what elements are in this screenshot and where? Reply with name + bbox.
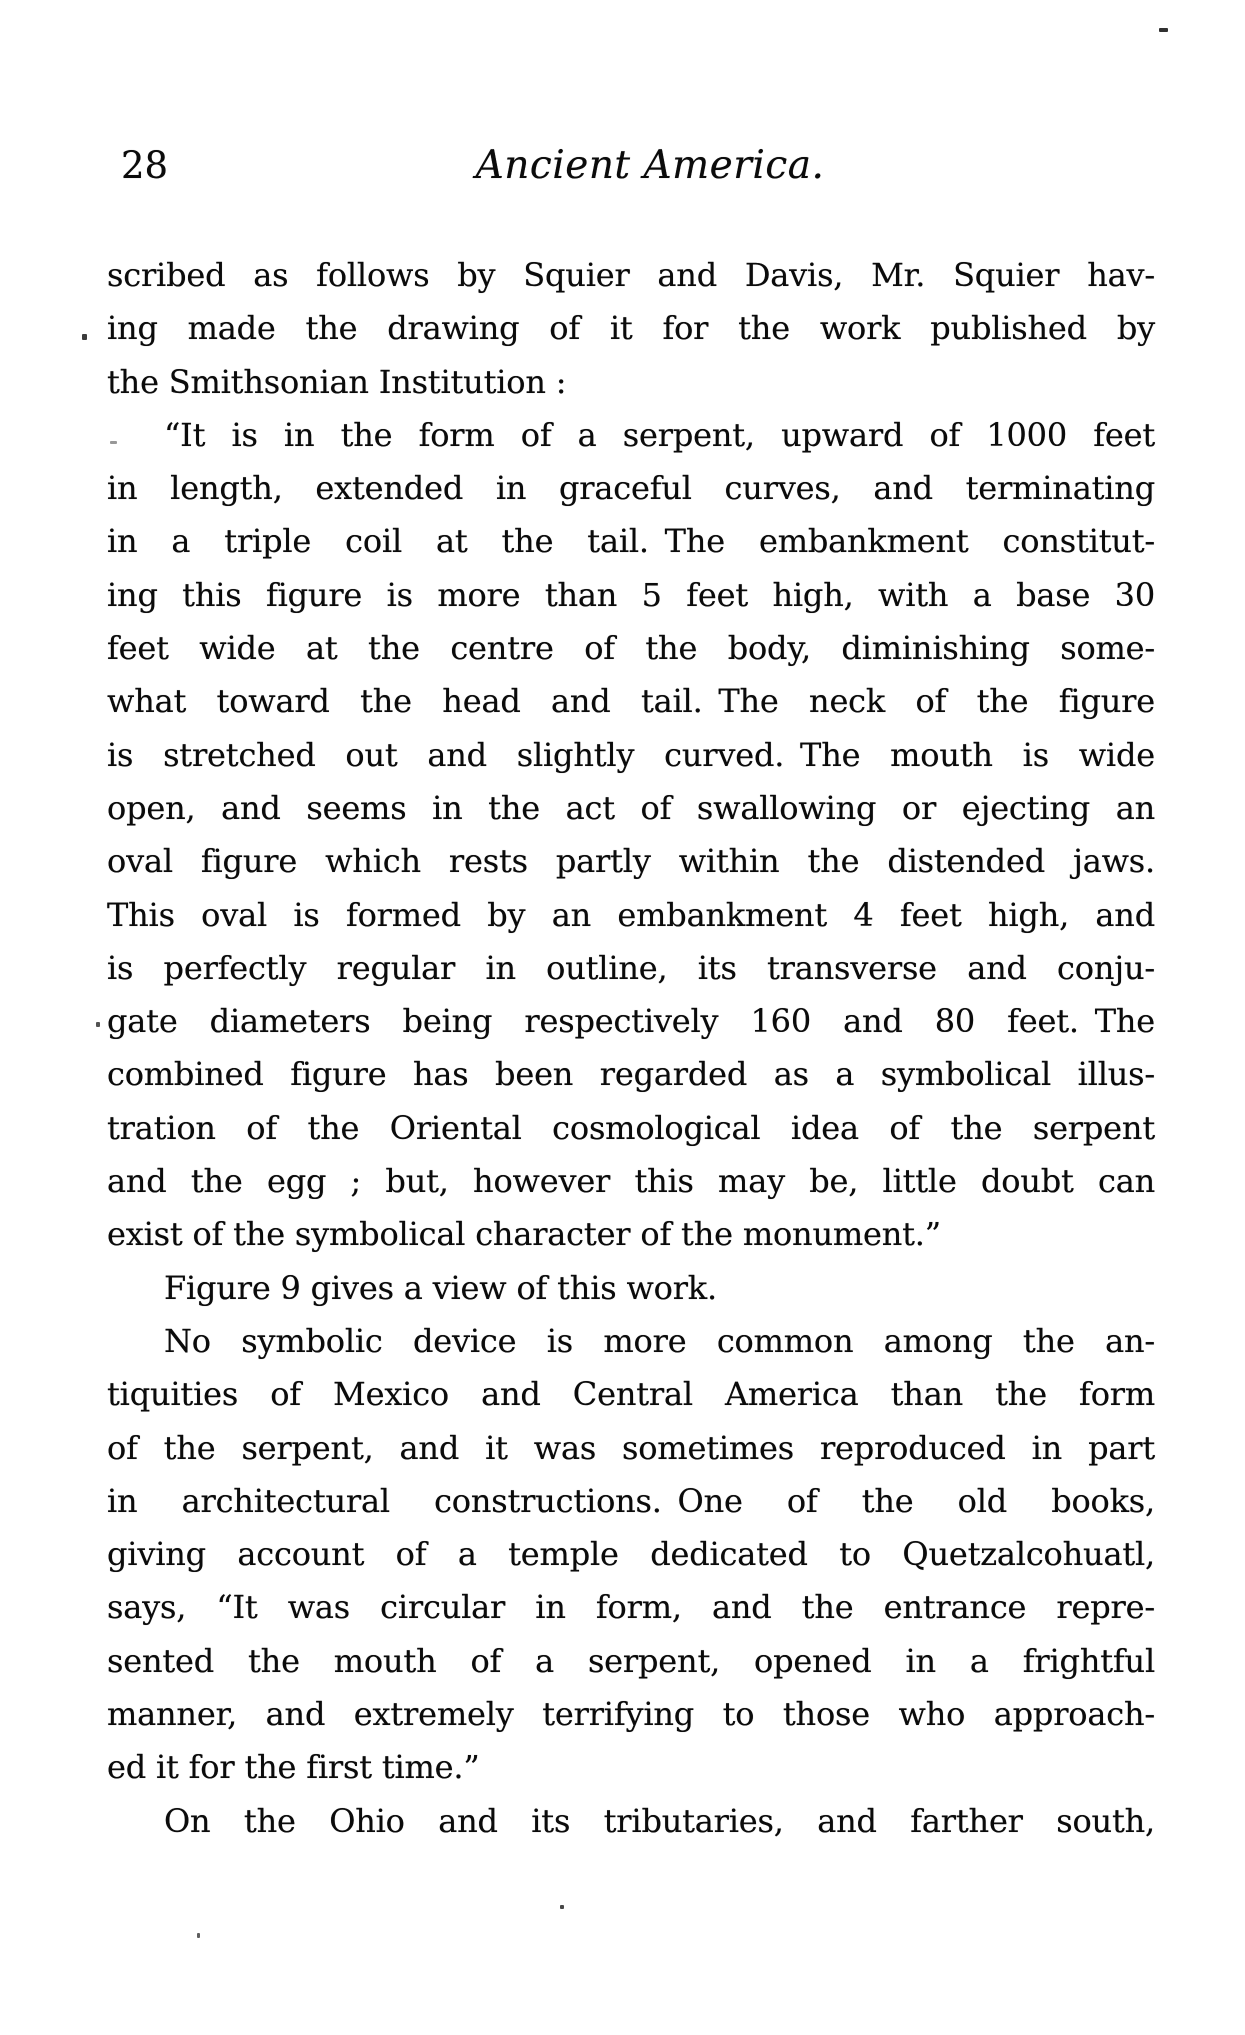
scan-speck [197,1933,200,1938]
text-line: says, “It was circular in form, and the entrance repre- [107,1588,1155,1627]
text-line: in length, extended in graceful curves, and terminating [107,469,1155,508]
text-line: ing made the drawing of it for the work published by [107,309,1155,348]
text-line: tration of the Oriental cosmological idea of the serpent [107,1108,1155,1147]
text-line: manner, and extremely terrifying to those who approach- [107,1695,1155,1734]
text-line: oval figure which rests partly within the distended jaws. [107,842,1155,881]
text-line: combined figure has been regarded as a symbolical illus- [107,1055,1155,1094]
scan-speck [82,334,87,340]
text-line: This oval is formed by an embankment 4 feet high, and [107,895,1155,934]
text-line: Figure 9 gives a view of this work. [164,1268,717,1307]
scan-speck [110,441,117,444]
text-line: in a triple coil at the tail. The embankment constitut- [107,522,1155,561]
text-line: sented the mouth of a serpent, opened in a frightful [107,1641,1155,1680]
text-line: gate diameters being respectively 160 and 80 feet. The [107,1002,1155,1041]
scan-speck [1159,28,1168,32]
page-header [107,143,1155,197]
scan-speck [96,1022,100,1027]
text-line: is stretched out and slightly curved. The mouth is wide [107,735,1155,774]
text-line: feet wide at the centre of the body, diminishing some- [107,629,1155,668]
text-line: tiquities of Mexico and Central America than the form [107,1375,1155,1414]
running-title: Ancient America. [475,143,825,188]
text-line: is perfectly regular in outline, its transverse and conju- [107,948,1155,987]
text-line: On the Ohio and its tributaries, and farther south, [164,1801,1155,1840]
text-line: of the serpent, and it was sometimes reproduced in part [107,1428,1155,1467]
text-line: “It is in the form of a serpent, upward of 1000 feet [164,415,1155,454]
text-line: giving account of a temple dedicated to Quetzalcohuatl, [107,1535,1155,1574]
text-line: open, and seems in the act of swallowing or ejecting an [107,788,1155,827]
text-line: in architectural constructions. One of the old books, [107,1481,1155,1520]
text-line: scribed as follows by Squier and Davis, Mr. Squier hav- [107,256,1155,294]
text-line: the Smithsonian Institution : [107,362,567,401]
text-line: and the egg ; but, however this may be, little doubt can [107,1162,1155,1201]
scan-speck [560,1905,564,1909]
text-line: what toward the head and tail. The neck of the figure [107,682,1155,721]
text-line: exist of the symbolical character of the monument.” [107,1215,941,1254]
text-line: ed it for the first time.” [107,1748,480,1787]
page-number: 28 [121,144,169,187]
text-line: No symbolic device is more common among the an- [164,1321,1155,1360]
text-line: ing this figure is more than 5 feet high, with a base 30 [107,575,1155,614]
body-text [107,249,1155,1848]
